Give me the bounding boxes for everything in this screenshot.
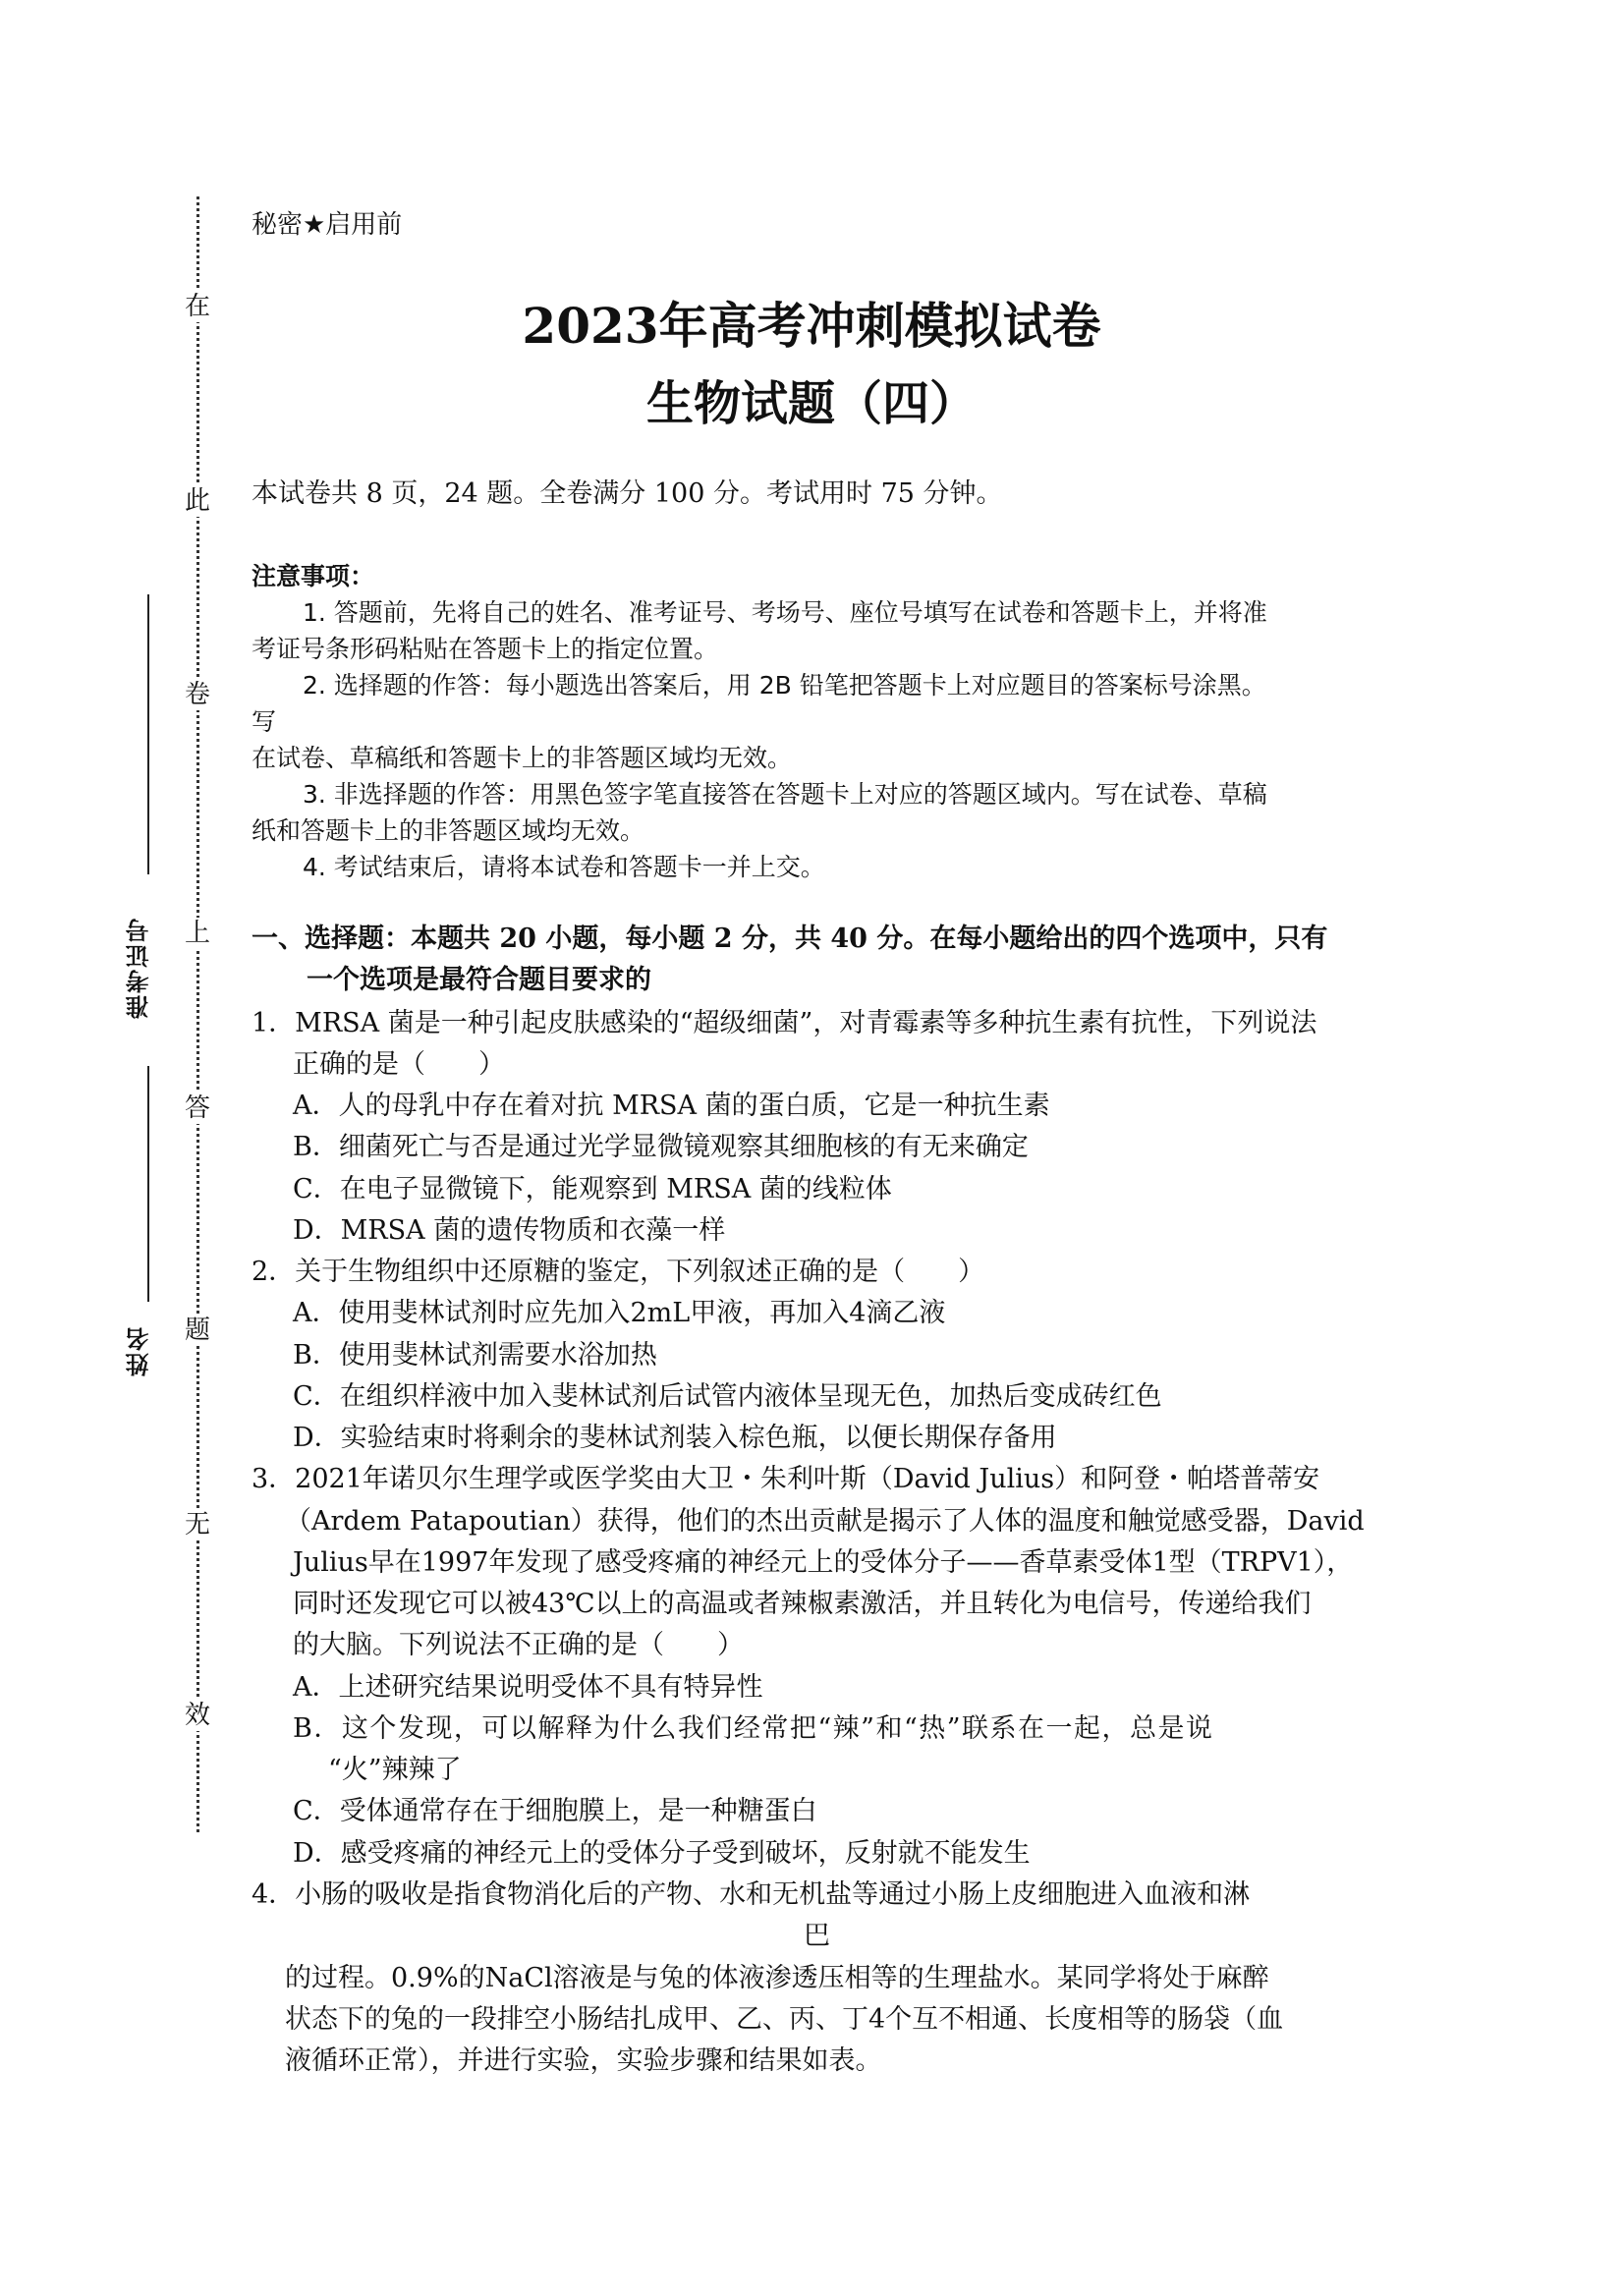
question-4-stem: 巴 [804, 1921, 830, 1951]
question-4-stem: 状态下的兔的一段排空小肠结扎成甲、乙、丙、丁4个互不相通、长度相等的肠袋（血 [285, 2004, 1284, 2035]
section-heading: 一、选择题：本题共 20 小题，每小题 2 分，共 40 分。在每小题给出的四个选项中，只有 [252, 924, 1328, 954]
margin-char: 答 [184, 1093, 210, 1123]
notes-heading: 注意事项： [252, 562, 375, 590]
note-line: 纸和答题卡上的非答题区域均无效。 [252, 816, 645, 845]
question-2-option-c: C．在组织样液中加入斐林试剂后试管内液体呈现无色，加热后变成砖红色 [293, 1381, 1162, 1412]
note-line: 1. 答题前，先将自己的姓名、准考证号、考场号、座位号填写在试卷和答题卡上，并将准 [303, 598, 1267, 627]
question-3-option-b: B．这个发现，可以解释为什么我们经常把“辣”和“热”联系在一起，总是说 [293, 1713, 1214, 1744]
exam-number-label: 准考证号 [125, 917, 153, 1019]
note-line: 2. 选择题的作答：每小题选出答案后，用 2B 铅笔把答题卡上对应题目的答案标号涂黑。 [303, 671, 1266, 700]
question-4-stem: 4．小肠的吸收是指食物消化后的产物、水和无机盐等通过小肠上皮细胞进入血液和淋 [252, 1879, 1251, 1910]
margin-char: 无 [184, 1510, 210, 1540]
question-3-stem: 3．2021年诺贝尔生理学或医学奖由大卫・朱利叶斯（David Julius）和阿登・帕塔普蒂安 [252, 1464, 1320, 1494]
question-2-option-d: D．实验结束时将剩余的斐林试剂装入棕色瓶，以便长期保存备用 [293, 1423, 1057, 1453]
question-4-stem: 液循环正常），并进行实验，实验步骤和结果如表。 [285, 2045, 882, 2076]
question-3-stem: 同时还发现它可以被43℃以上的高温或者辣椒素激活，并且转化为电信号，传递给我们 [293, 1589, 1312, 1619]
question-3-stem: Julius早在1997年发现了感受疼痛的神经元上的受体分子——香草素受体1型（TRPV1）， [293, 1547, 1354, 1578]
question-1-stem: 正确的是（ ） [293, 1049, 505, 1080]
note-line: 在试卷、草稿纸和答题卡上的非答题区域均无效。 [252, 744, 793, 772]
margin-char: 题 [184, 1316, 210, 1345]
question-4-stem: 的过程。0.9%的NaCl溶液是与兔的体液渗透压相等的生理盐水。某同学将处于麻醉 [285, 1963, 1269, 1993]
margin-char: 在 [184, 292, 210, 321]
note-line: 4. 考试结束后，请将本试卷和答题卡一并上交。 [303, 853, 825, 881]
question-3-option-b: “火”辣辣了 [328, 1755, 462, 1785]
name-label: 姓名 [125, 1325, 153, 1376]
question-2-stem: 2．关于生物组织中还原糖的鉴定，下列叙述正确的是（ ） [252, 1257, 985, 1287]
question-3-option-c: C．受体通常存在于细胞膜上，是一种糖蛋白 [293, 1796, 817, 1826]
name-fill-line-top [147, 1066, 149, 1302]
question-1-option-b: B．细菌死亡与否是通过光学显微镜观察其细胞核的有无来确定 [293, 1132, 1029, 1162]
margin-char: 效 [184, 1701, 210, 1730]
question-2-option-a: A．使用斐林试剂时应先加入2mL甲液，再加入4滴乙液 [293, 1298, 946, 1328]
margin-char: 卷 [184, 680, 210, 709]
page-title: 2023年高考冲刺模拟试卷 [522, 297, 1101, 355]
section-heading: 一个选项是最符合题目要求的 [307, 965, 651, 995]
question-3-stem: （Ardem Patapoutian）获得，他们的杰出贡献是揭示了人体的温度和触觉感受器，David [285, 1506, 1365, 1537]
question-3-stem: 的大脑。下列说法不正确的是（ ） [293, 1630, 744, 1660]
note-line: 写 [252, 707, 277, 736]
question-1-option-d: D．MRSA 菌的遗传物质和衣藻一样 [293, 1215, 726, 1246]
question-1-option-a: A．人的母乳中存在着对抗 MRSA 菌的蛋白质，它是一种抗生素 [293, 1091, 1050, 1121]
question-3-option-a: A．上述研究结果说明受体不具有特异性 [293, 1672, 763, 1703]
question-1-option-c: C．在电子显微镜下，能观察到 MRSA 菌的线粒体 [293, 1174, 892, 1204]
page-subtitle: 生物试题（四） [645, 376, 977, 431]
question-1-stem: 1．MRSA 菌是一种引起皮肤感染的“超级细菌”，对青霉素等多种抗生素有抗性，下列说法 [252, 1008, 1317, 1038]
exam-intro: 本试卷共 8 页，24 题。全卷满分 100 分。考试用时 75 分钟。 [252, 478, 1003, 509]
margin-char: 此 [184, 486, 210, 516]
exam-number-fill-line [147, 594, 149, 874]
binding-dotted-line [196, 196, 199, 1832]
question-2-option-b: B．使用斐林试剂需要水浴加热 [293, 1340, 657, 1371]
confidential-label: 秘密★启用前 [252, 210, 403, 240]
margin-char: 上 [184, 919, 210, 948]
note-line: 考证号条形码粘贴在答题卡上的指定位置。 [252, 635, 719, 663]
note-line: 3. 非选择题的作答：用黑色签字笔直接答在答题卡上对应的答题区域内。写在试卷、草稿 [303, 780, 1267, 809]
question-3-option-d: D．感受疼痛的神经元上的受体分子受到破坏，反射就不能发生 [293, 1838, 1031, 1869]
